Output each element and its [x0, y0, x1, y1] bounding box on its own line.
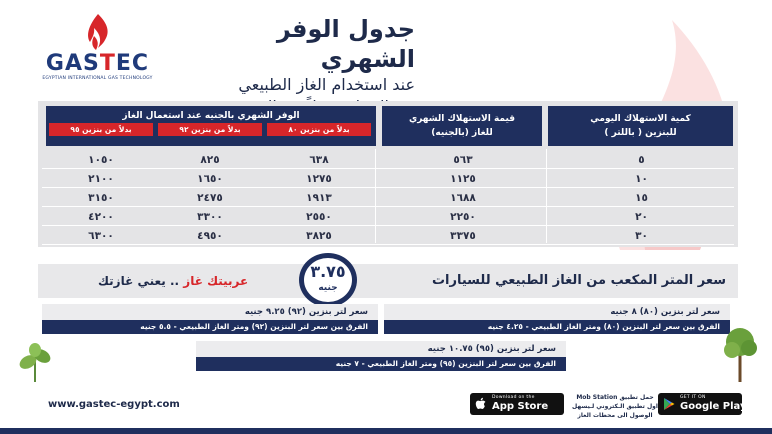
header-daily-line2: للبنزين ( باللتر )	[604, 128, 677, 138]
cell-saving-vs-80: ١٩١٣	[306, 192, 332, 204]
gas-price-badge	[299, 253, 357, 307]
compare-80-price: سعر لتر بنزين (٨٠) ٨ جنيه	[384, 304, 730, 320]
table-row	[42, 208, 734, 226]
cell-monthly-gas-cost: ٣٣٧٥	[450, 230, 476, 242]
cell-saving-vs-80: ٣٨٢٥	[306, 230, 332, 242]
cell-daily-consumption: ٥	[638, 154, 645, 166]
header-saving-label: الوفر الشهري بالجنيه عند استعمال الغاز	[122, 111, 300, 121]
header-month-line2: للغاز (بالجنيه)	[431, 128, 493, 138]
app-promo-line2: اول تطبيق الـكتروني لـيسهل الوصول الى محطات الغاز	[572, 403, 658, 419]
google-play-icon	[663, 397, 675, 411]
app-store-badge[interactable]	[470, 393, 564, 415]
compare-92-diff: الفرق بين سعر لتر البنزين (٩٢) ومتر الغاز الطبيعي - ٥.٥ جنيه	[42, 320, 378, 334]
gas-price-unit: جنيه	[318, 283, 338, 293]
cell-saving-vs-80: ٢٥٥٠	[306, 211, 332, 223]
subheader-vs-95: بدلاً من بنزين ٩٥	[49, 123, 153, 136]
table-row	[42, 189, 734, 207]
table-row	[42, 151, 734, 169]
cell-saving-vs-80: ١٢٧٥	[306, 173, 332, 185]
savings-table	[38, 101, 738, 247]
app-store-small-text: Download on the	[492, 395, 535, 400]
google-play-badge[interactable]	[658, 393, 747, 415]
headline-subtitle-1: عند استخدام الغاز الطبيعي	[238, 75, 415, 94]
google-play-small-text: GET IT ON	[680, 395, 706, 400]
cell-saving-vs-92: ١٦٥٠	[197, 173, 223, 185]
gastec-logo	[40, 12, 155, 92]
header-monthly-gas-cost	[382, 106, 542, 146]
slogan-part-blue: .. يعني غازتك	[98, 274, 180, 288]
cell-monthly-gas-cost: ١١٢٥	[450, 173, 476, 185]
cell-saving-vs-92: ٨٢٥	[200, 154, 220, 166]
compare-95-price: سعر لتر بنزين (٩٥) ١٠.٧٥ جنيه	[196, 341, 566, 357]
subheader-vs-92: بدلاً من بنزين ٩٢	[158, 123, 262, 136]
cell-saving-vs-80: ٦٣٨	[309, 154, 329, 166]
app-store-big-text: App Store	[492, 401, 549, 412]
website-link[interactable]: www.gastec-egypt.com	[48, 399, 180, 410]
cell-saving-vs-95: ٣١٥٠	[88, 192, 114, 204]
cell-monthly-gas-cost: ٢٢٥٠	[450, 211, 476, 223]
slogan	[98, 264, 248, 298]
flame-logo-icon	[80, 12, 116, 52]
header-daily-consumption	[548, 106, 733, 146]
cell-saving-vs-95: ١٠٥٠	[88, 154, 114, 166]
table-row	[42, 170, 734, 188]
cell-daily-consumption: ٢٠	[635, 211, 648, 223]
gas-price-value: ٣.٧٥	[310, 262, 346, 281]
table-row	[42, 227, 734, 245]
cell-saving-vs-92: ٣٣٠٠	[197, 211, 223, 223]
tree-decoration-icon	[722, 322, 758, 382]
cell-saving-vs-95: ٤٢٠٠	[88, 211, 114, 223]
headline-title: جدول الوفر الشهري	[276, 15, 415, 73]
compare-95-diff: الفرق بين سعر لتر البنزين (٩٥) ومتر الغاز الطبيعي - ٧ جنيه	[196, 357, 566, 371]
cell-saving-vs-92: ٤٩٥٠	[197, 230, 223, 242]
cell-daily-consumption: ١٠	[635, 173, 648, 185]
bottom-rule	[0, 428, 772, 434]
header-month-line1: قيمة الاستهلاك الشهري	[408, 114, 516, 124]
gas-price-bar	[38, 264, 738, 298]
header-daily-line1: كمية الاستهلاك اليومي	[590, 114, 691, 124]
compare-92-price: سعر لتر بنزين (٩٢) ٩.٢٥ جنيه	[42, 304, 378, 320]
logo-wordmark: GASTEC	[45, 51, 150, 76]
apple-icon	[475, 397, 487, 411]
plant-decoration-icon	[18, 342, 52, 382]
cell-saving-vs-92: ٢٤٧٥	[197, 192, 223, 204]
cell-daily-consumption: ٣٠	[635, 230, 648, 242]
logo-tagline: EGYPTIAN INTERNATIONAL GAS TECHNOLOGY	[42, 76, 153, 81]
google-play-big-text: Google Play	[680, 401, 747, 412]
subheader-vs-80: بدلاً من بنزين ٨٠	[267, 123, 371, 136]
compare-box-80	[384, 304, 730, 334]
slogan-part-red: عربيتك غاز	[183, 274, 249, 288]
cell-monthly-gas-cost: ١٦٨٨	[450, 192, 476, 204]
compare-80-diff: الفرق بين سعر لتر البنزين (٨٠) ومتر الغاز الطبيعي - ٤.٢٥ جنيه	[384, 320, 730, 334]
app-promo-line1: حمل تطبيق Mob Station	[576, 394, 654, 401]
compare-box-95	[196, 341, 566, 371]
cell-daily-consumption: ١٥	[635, 192, 648, 204]
gas-price-label: سعر المتر المكعب من الغاز الطبيعي للسيارات	[431, 273, 726, 288]
cell-saving-vs-95: ٦٣٠٠	[88, 230, 114, 242]
compare-box-92	[42, 304, 378, 334]
app-promo-text	[570, 393, 660, 423]
cell-monthly-gas-cost: ٥٦٣	[453, 154, 473, 166]
cell-saving-vs-95: ٢١٠٠	[88, 173, 114, 185]
